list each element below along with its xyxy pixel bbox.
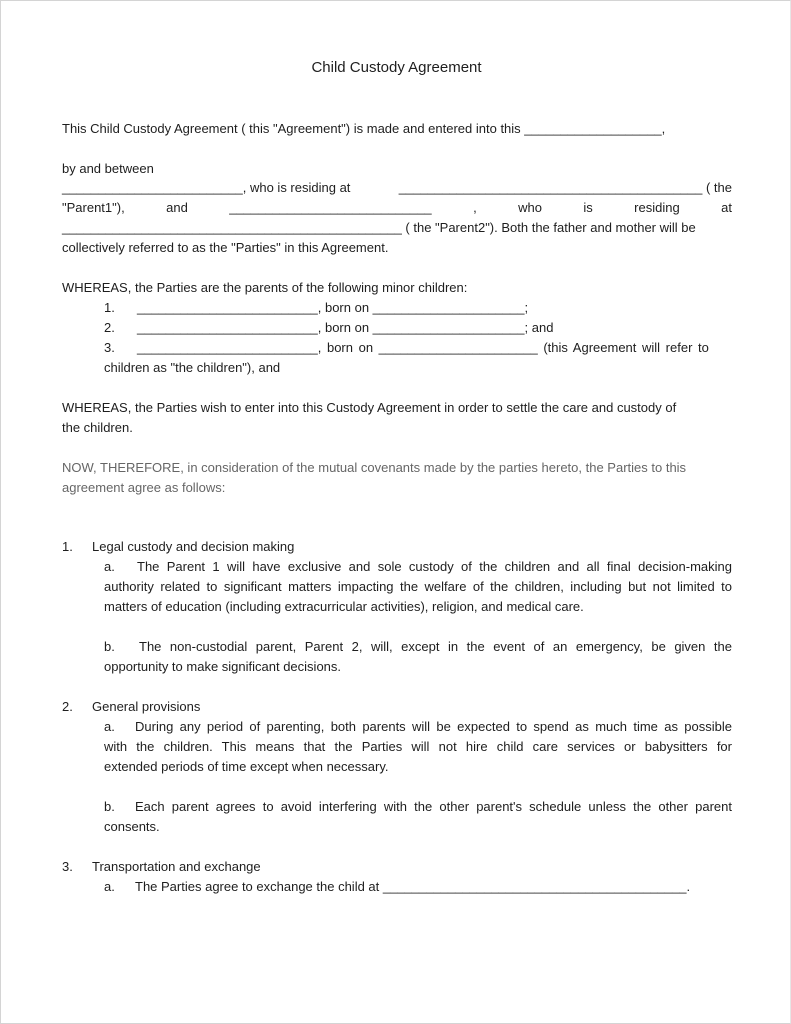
document-title: Child Custody Agreement [311,59,482,76]
item-line: matters of education (including extracurricular activities), religion, and medical care. [104,599,584,614]
child-entry [137,340,732,356]
therefore-line-2: agreement agree as follows: [62,480,226,495]
intro-line-1: This Child Custody Agreement ( this "Agreement") is made and entered into this ___________________, [62,121,666,136]
section-heading: Legal custody and decision making [92,539,295,554]
intro-line-6: collectively referred to as the "Parties" in this Agreement. [62,240,389,255]
section-item-text [104,637,732,677]
section-heading: General provisions [92,699,201,714]
item-line: with the children. This means that the Parties will not hire child care services or babysitters for [104,739,732,754]
therefore-line-1: NOW, THEREFORE, in consideration of the mutual covenants made by the parties hereto, the Parties to this [62,460,687,475]
item-letter: b. [104,799,115,814]
child-number: 1. [104,300,115,315]
section-item-text [104,717,732,777]
whereas-custody-line-2: the children. [62,420,133,435]
parent2-name-blank: ____________________________ [229,200,432,215]
intro-line-3 [62,180,732,196]
item-letter: a. [104,719,115,734]
intro-line-2: by and between [62,161,154,176]
item-line: The non-custodial parent, Parent 2, will, except in the event of an emergency, be given the [139,639,732,654]
section-item-text [104,557,732,617]
item-letter: a. [104,879,115,894]
section-heading: Transportation and exchange [92,859,261,874]
child-entry-text: _________________________, born on ______________________ (this Agreement will refer to [137,340,709,355]
item-line: extended periods of time except when necessary. [104,759,389,774]
intro-line-5: _______________________________________________ ( the "Parent2"). Both the father and mother will be [62,220,696,235]
section-item-text: The Parties agree to exchange the child at __________________________________________. [135,879,691,894]
item-line: opportunity to make significant decisions. [104,659,342,674]
item-letter: b. [104,639,115,654]
parent1-address-blank: __________________________________________ ( the [398,180,732,195]
item-line: The Parent 1 will have exclusive and sole custody of the children and all final decision-making [137,559,732,574]
intro-word: is [583,200,593,215]
intro-line-4 [62,200,732,216]
child-number: 2. [104,320,115,335]
intro-word: , [473,200,477,215]
item-line: During any period of parenting, both parents will be expected to spend as much time as possible [135,719,732,734]
whereas-children-text: WHEREAS, the Parties are the parents of the following minor children: [62,280,468,295]
intro-word: "Parent1"), [62,200,125,215]
section-item-text [104,797,732,837]
section-number: 3. [62,859,73,874]
child-entry: _________________________, born on _____________________; [137,300,529,315]
child-entry: _________________________, born on _____________________; and [137,320,554,335]
item-line: authority related to significant matters impacting the welfare of the children, including but not limited to [104,579,732,594]
whereas-children-continuation: children as "the children"), and [104,360,281,375]
parent1-name-blank: _________________________, who is residing at [62,180,351,195]
section-number: 2. [62,699,73,714]
item-line: Each parent agrees to avoid interfering with the other parent's schedule unless the other parent [135,799,732,814]
section-number: 1. [62,539,73,554]
whereas-custody-line-1: WHEREAS, the Parties wish to enter into this Custody Agreement in order to settle the care and custody of [62,400,677,415]
child-number: 3. [104,340,115,355]
intro-word: and [166,200,188,215]
intro-word: at [721,200,732,215]
intro-word: who [518,200,542,215]
item-letter: a. [104,559,115,574]
intro-word: residing [634,200,680,215]
item-line: consents. [104,819,160,834]
